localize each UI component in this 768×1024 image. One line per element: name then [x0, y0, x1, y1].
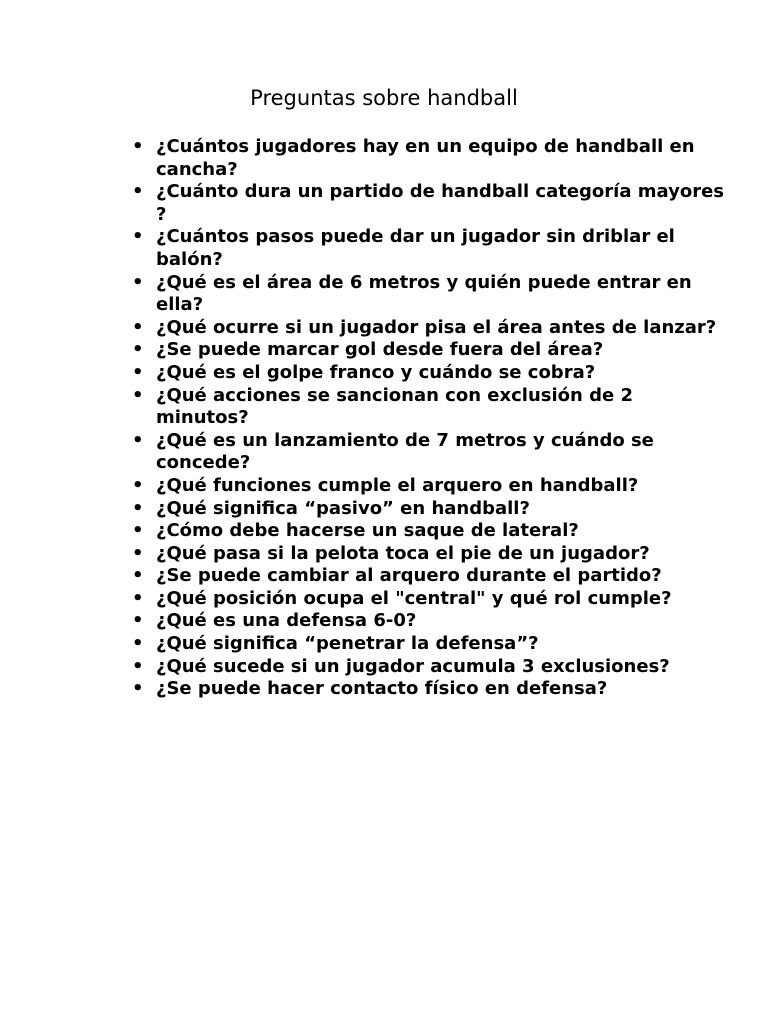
list-item [128, 678, 728, 701]
bullet-icon: • [132, 339, 144, 361]
question-text: ¿Qué es un lanzamiento de 7 metros y cuándo se concede? [156, 429, 654, 474]
list-item [128, 588, 728, 611]
bullet-icon: • [132, 429, 144, 451]
question-text: ¿Qué posición ocupa el "central" y qué rol cumple? [156, 587, 672, 609]
bullet-icon: • [132, 655, 144, 677]
bullet-icon: • [132, 497, 144, 519]
list-item [128, 656, 728, 679]
bullet-icon: • [132, 542, 144, 564]
list-item [128, 520, 728, 543]
question-text: ¿Qué es el golpe franco y cuándo se cobra? [156, 361, 596, 383]
question-text: ¿Qué es una defensa 6-0? [156, 610, 417, 632]
list-item [128, 272, 728, 317]
list-item [128, 339, 728, 362]
bullet-icon: • [132, 610, 144, 632]
question-text: ¿Qué funciones cumple el arquero en handball? [156, 474, 639, 496]
question-text: ¿Cómo debe hacerse un saque de lateral? [156, 520, 579, 542]
bullet-icon: • [132, 271, 144, 293]
question-text: ¿Qué significa “pasivo” en handball? [156, 497, 530, 519]
question-text: ¿Se puede marcar gol desde fuera del área? [156, 339, 604, 361]
bullet-icon: • [132, 565, 144, 587]
question-text: ¿Se puede hacer contacto físico en defensa? [156, 678, 608, 700]
list-item [128, 181, 728, 226]
list-item [128, 226, 728, 271]
bullet-icon: • [132, 678, 144, 700]
question-text: ¿Qué acciones se sancionan con exclusión de 2 minutos? [156, 384, 633, 429]
question-text: ¿Cuántos jugadores hay en un equipo de handball en cancha? [156, 136, 695, 180]
list-item [128, 362, 728, 385]
bullet-icon: • [132, 361, 144, 383]
list-item [128, 565, 728, 588]
question-text: ¿Qué ocurre si un jugador pisa el área antes de lanzar? [156, 316, 717, 338]
question-text: ¿Cuánto dura un partido de handball categoría mayores ? [156, 181, 724, 225]
bullet-icon: • [132, 474, 144, 496]
bullet-icon: • [132, 520, 144, 542]
bullet-icon: • [132, 587, 144, 609]
list-item [128, 136, 728, 181]
bullet-icon: • [132, 384, 144, 406]
document-title: Preguntas sobre handball [250, 86, 518, 110]
list-item [128, 498, 728, 521]
list-item [128, 543, 728, 566]
bullet-icon: • [132, 226, 144, 248]
list-item [128, 633, 728, 656]
list-item [128, 475, 728, 498]
question-text: ¿Qué significa “penetrar la defensa”? [156, 633, 539, 655]
list-item [128, 317, 728, 340]
question-list [128, 136, 728, 701]
question-text: ¿Se puede cambiar al arquero durante el partido? [156, 565, 662, 587]
list-item [128, 430, 728, 475]
bullet-icon: • [132, 633, 144, 655]
list-item [128, 385, 728, 430]
bullet-icon: • [132, 136, 144, 157]
bullet-icon: • [132, 316, 144, 338]
question-text: ¿Qué sucede si un jugador acumula 3 exclusiones? [156, 655, 670, 677]
question-text: ¿Qué es el área de 6 metros y quién puede entrar en ella? [156, 271, 692, 316]
question-text: ¿Qué pasa si la pelota toca el pie de un jugador? [156, 542, 650, 564]
question-text: ¿Cuántos pasos puede dar un jugador sin driblar el balón? [156, 226, 675, 270]
list-item [128, 610, 728, 633]
bullet-icon: • [132, 181, 144, 203]
